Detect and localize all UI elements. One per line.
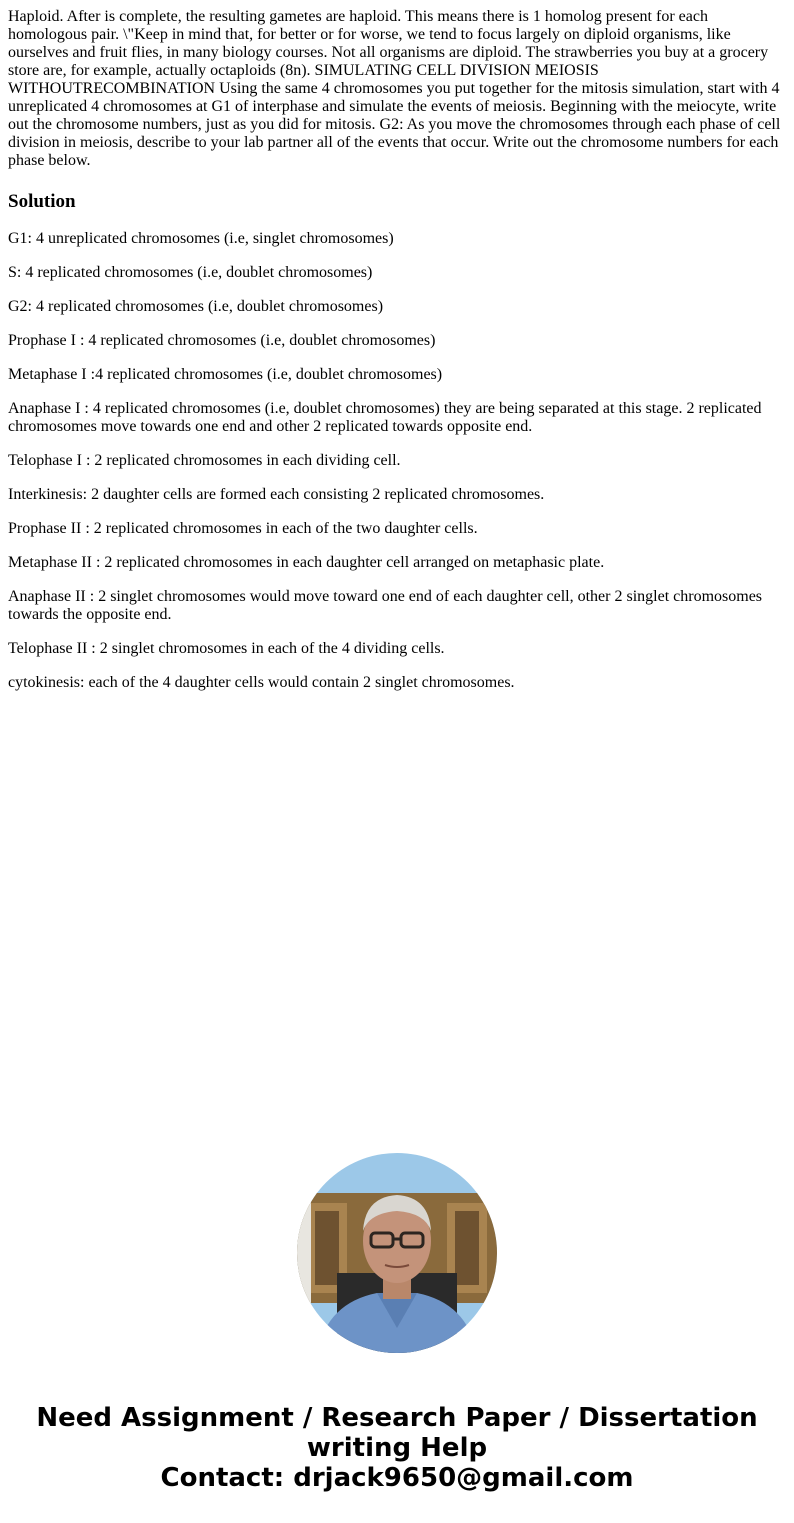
answer-anaphase-2: Anaphase II : 2 singlet chromosomes would move toward one end of each daughter cell, other 2 singlet chromosomes towards the opposite end. — [8, 588, 763, 623]
promo-contact: Contact: drjack9650@gmail.com — [160, 1463, 634, 1493]
answer-metaphase-2: Metaphase II : 2 replicated chromosomes in each daughter cell arranged on metaphasic plate. — [8, 554, 605, 571]
solution-heading: Solution — [8, 191, 76, 212]
question-text: Haploid. After is complete, the resulting gametes are haploid. This means there is 1 homolog present for each homologous pair. \"Keep in mind that, for better or for worse, we tend to focus largely on diploid organisms, like ourselves and fruit flies, in many biology courses. Not all organisms are diploid. The strawberries you buy at a grocery store are, for example, actually octaploids (8n). SIMULATING CELL DIVISION MEIOSIS WITHOUTRECOMBINATION Using the same 4 chromosomes you put together for the mitosis simulation, start with 4 unreplicated 4 chromosomes at G1 of interphase and simulate the events of meiosis. Beginning with the meiocyte, write out the chromosome numbers, just as you did for mitosis. G2: As you move the chromosomes through each phase of cell division in meiosis, describe to your lab partner all of the events that occur. Write out the chromosome numbers for each phase below. — [8, 8, 781, 169]
promo-line-2: writing Help — [306, 1433, 488, 1463]
avatar — [297, 1153, 497, 1353]
answer-prophase-2: Prophase II : 2 replicated chromosomes in each of the two daughter cells. — [8, 520, 478, 537]
answer-interkinesis: Interkinesis: 2 daughter cells are formed each consisting 2 replicated chromosomes. — [8, 486, 545, 503]
answer-telophase-1: Telophase I : 2 replicated chromosomes in each dividing cell. — [8, 452, 401, 469]
answer-anaphase-1: Anaphase I : 4 replicated chromosomes (i.e, doublet chromosomes) they are being separated at this stage. 2 replicated chromosomes move towards one end and other 2 replicated towards opposite end. — [8, 400, 762, 435]
answer-s: S: 4 replicated chromosomes (i.e, doublet chromosomes) — [8, 264, 373, 281]
answer-g1: G1: 4 unreplicated chromosomes (i.e, singlet chromosomes) — [8, 230, 394, 247]
promo-line-1: Need Assignment / Research Paper / Dissertation — [36, 1403, 758, 1433]
promo-banner — [0, 1403, 794, 1493]
answer-g2: G2: 4 replicated chromosomes (i.e, doublet chromosomes) — [8, 298, 384, 315]
answer-cytokinesis: cytokinesis: each of the 4 daughter cells would contain 2 singlet chromosomes. — [8, 674, 515, 691]
answer-prophase-1: Prophase I : 4 replicated chromosomes (i.e, doublet chromosomes) — [8, 332, 436, 349]
answer-telophase-2: Telophase II : 2 singlet chromosomes in each of the 4 dividing cells. — [8, 640, 445, 657]
person-photo-icon — [297, 1153, 497, 1353]
answer-metaphase-1: Metaphase I :4 replicated chromosomes (i.e, doublet chromosomes) — [8, 366, 443, 383]
document-body — [8, 8, 786, 708]
